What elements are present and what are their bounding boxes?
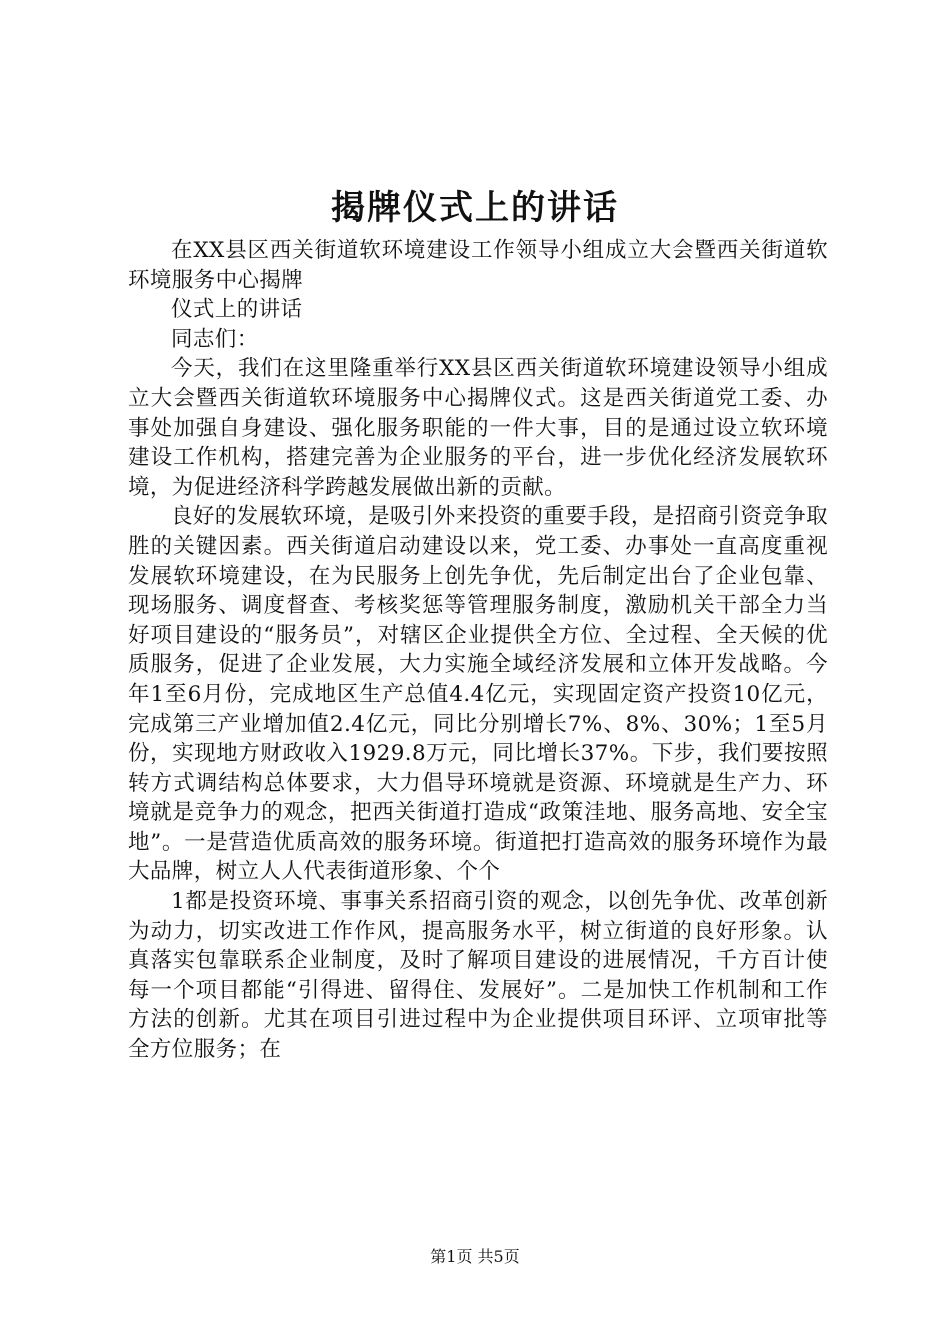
paragraph-continuation: 1都是投资环境、事事关系招商引资的观念，以创先争优、改革创新为动力，切实改进工作作风，提高服务水平，树立街道的良好形象。认真落实包靠联系企业制度，及时了解项目建设的进展情况，千方百计使每一个项目都能“引得进、留得住、发展好”。二是加快工作机制和工作方法的创新。尤其在项目引进过程中为企业提供项目环评、立项审批等全方位服务；在 <box>128 889 828 1063</box>
paragraph-heading-line: 在XX县区西关街道软环境建设工作领导小组成立大会暨西关街道软环境服务中心揭牌 <box>128 238 828 293</box>
page-footer: 第1页 共5页 <box>430 1247 520 1266</box>
paragraph-opening: 今天，我们在这里隆重举行XX县区西关街道软环境建设领导小组成立大会暨西关街道软环境服务中心揭牌仪式。这是西关街道党工委、办事处加强自身建设、强化服务职能的一件大事，目的是通过设立软环境建设工作机构，搭建完善为企业服务的平台，进一步优化经济发展软环境，为促进经济科学跨越发展做出新的贡献。 <box>128 356 828 500</box>
document-title: 揭牌仪式上的讲话 <box>331 188 619 228</box>
document-body <box>128 236 828 1065</box>
paragraph-salutation: 同志们： <box>171 326 259 352</box>
paragraph-environment: 良好的发展软环境，是吸引外来投资的重要手段，是招商引资竞争取胜的关键因素。西关街道启动建设以来，党工委、办事处一直高度重视发展软环境建设，在为民服务上创先争优，先后制定出台了企业包靠、现场服务、调度督查、考核奖惩等管理服务制度，激励机关干部全力当好项目建设的“服务员”，对辖区企业提供全方位、全过程、全天候的优质服务，促进了企业发展，大力实施全域经济发展和立体开发战略。今年1至6月份，完成地区生产总值4.4亿元，实现固定资产投资10亿元，完成第三产业增加值2.4亿元，同比分别增长7%、8%、30%；1至5月份，实现地方财政收入1929.8万元，同比增长37%。下步，我们要按照转方式调结构总体要求，大力倡导环境就是资源、环境就是生产力、环境就是竞争力的观念，把西关街道打造成“政策洼地、服务高地、安全宝地”。一是营造优质高效的服务环境。街道把打造高效的服务环境作为最大品牌，树立人人代表街道形象、个个 <box>128 504 829 885</box>
paragraph-heading-continued: 仪式上的讲话 <box>171 297 303 323</box>
